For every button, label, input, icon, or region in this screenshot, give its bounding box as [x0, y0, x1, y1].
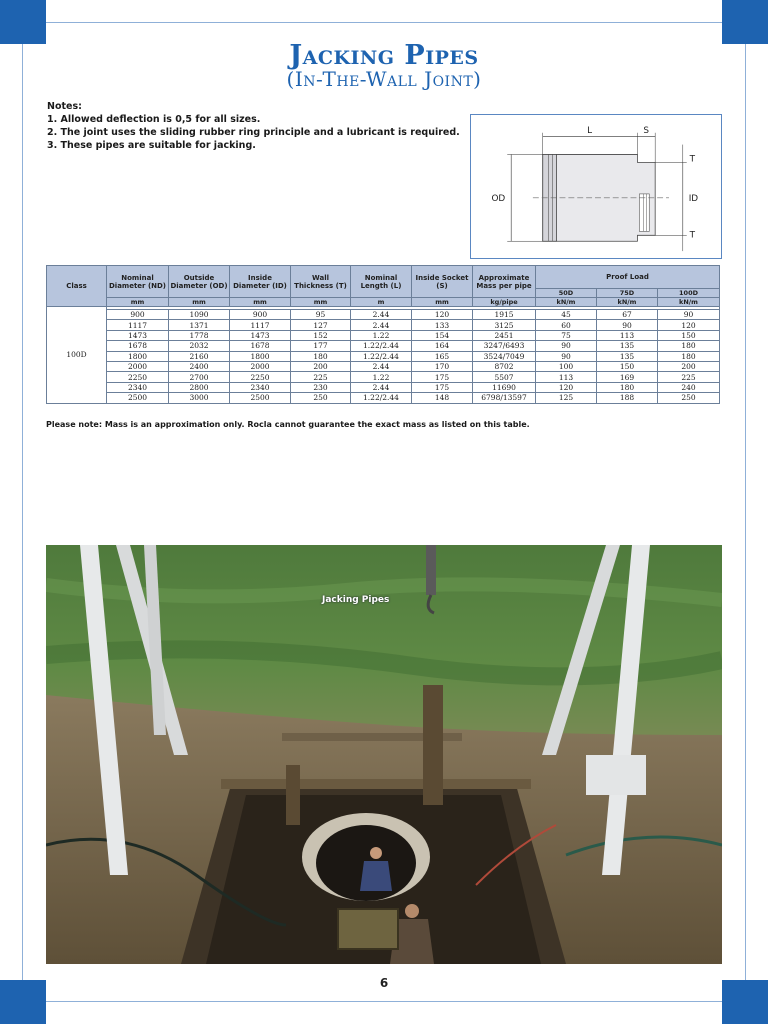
pipe-joint-diagram [470, 114, 722, 259]
col-header-nominal-length: Nominal Length (L) [351, 266, 412, 298]
notes-list [47, 113, 460, 152]
col-header-75d: 75D [597, 289, 658, 298]
col-header-approx-mass: Approximate Mass per pipe [473, 266, 536, 298]
table-row: 2000 2400 2000 200 2.44 170 8702 100 150 200 [47, 361, 720, 371]
col-header-wall-thickness: Wall Thickness (T) [291, 266, 351, 298]
unit-50d: kN/m [536, 298, 597, 307]
unit-l: m [351, 298, 412, 307]
label-L: L [587, 125, 593, 136]
unit-100d: kN/m [658, 298, 720, 307]
unit-od: mm [169, 298, 230, 307]
col-header-100d: 100D [658, 289, 720, 298]
label-T-top: T [689, 154, 696, 165]
table-row: 900 1090 900 95 2.44 120 1915 45 67 90 [47, 310, 720, 320]
label-T-bottom: T [689, 230, 696, 241]
table-row: 1473 1778 1473 152 1.22 154 2451 75 113 150 [47, 330, 720, 340]
corner-block-top-right [722, 0, 768, 44]
label-OD: OD [491, 193, 506, 204]
photo-caption: Jacking Pipes [322, 595, 390, 605]
label-ID: ID [688, 193, 699, 204]
col-header-inside-socket: Inside Socket (S) [412, 266, 473, 298]
table-row: 1800 2160 1800 180 1.22/2.44 165 3524/7049 90 135 180 [47, 351, 720, 361]
col-header-proof-load: Proof Load [536, 266, 720, 289]
note-item: 3. These pipes are suitable for jacking. [47, 140, 256, 151]
jacking-pipes-photo [46, 545, 722, 964]
corner-block-top-left [0, 0, 46, 44]
jacking-pipe-spec-table [46, 265, 720, 404]
mass-disclaimer-note: Please note: Mass is an approximation only. Rocla cannot guarantee the exact mass as listed on this table. [46, 420, 530, 429]
table-row: 1117 1371 1117 127 2.44 133 3125 60 90 120 [47, 320, 720, 330]
table-row: 2250 2700 2250 225 1.22 175 5507 113 169 225 [47, 372, 720, 382]
note-item: 2. The joint uses the sliding rubber ring principle and a lubricant is required. [47, 127, 460, 138]
page-number: 6 [379, 976, 389, 990]
class-cell: 100D [47, 307, 107, 404]
table-row: 2340 2800 2340 230 2.44 175 11690 120 180 240 [47, 382, 720, 392]
col-header-inside-diameter: Inside Diameter (ID) [230, 266, 291, 298]
unit-id: mm [230, 298, 291, 307]
unit-s: mm [412, 298, 473, 307]
label-S: S [643, 125, 649, 136]
page-title: Jacking Pipes [289, 40, 479, 71]
construction-site-illustration [46, 545, 722, 964]
rubber-ring [639, 194, 649, 231]
col-header-nominal-diameter: Nominal Diameter (ND) [107, 266, 169, 298]
notes-block [47, 100, 460, 152]
unit-mass: kg/pipe [473, 298, 536, 307]
unit-75d: kN/m [597, 298, 658, 307]
unit-t: mm [291, 298, 351, 307]
unit-nd: mm [107, 298, 169, 307]
page-subtitle: (In-The-Wall Joint) [286, 67, 482, 91]
table-row: 2500 3000 2500 250 1.22/2.44 148 6798/13597 125 188 250 [47, 393, 720, 403]
note-item: 1. Allowed deflection is 0,5 for all sizes. [47, 114, 261, 125]
table-row: 1678 2032 1678 177 1.22/2.44 164 3247/6493 90 135 180 [47, 341, 720, 351]
spec-table-body [47, 307, 720, 404]
pipe-joint-drawing [471, 115, 721, 258]
notes-heading: Notes: [47, 101, 82, 112]
col-header-outside-diameter: Outside Diameter (OD) [169, 266, 230, 298]
col-header-50d: 50D [536, 289, 597, 298]
col-header-class: Class [47, 266, 107, 307]
